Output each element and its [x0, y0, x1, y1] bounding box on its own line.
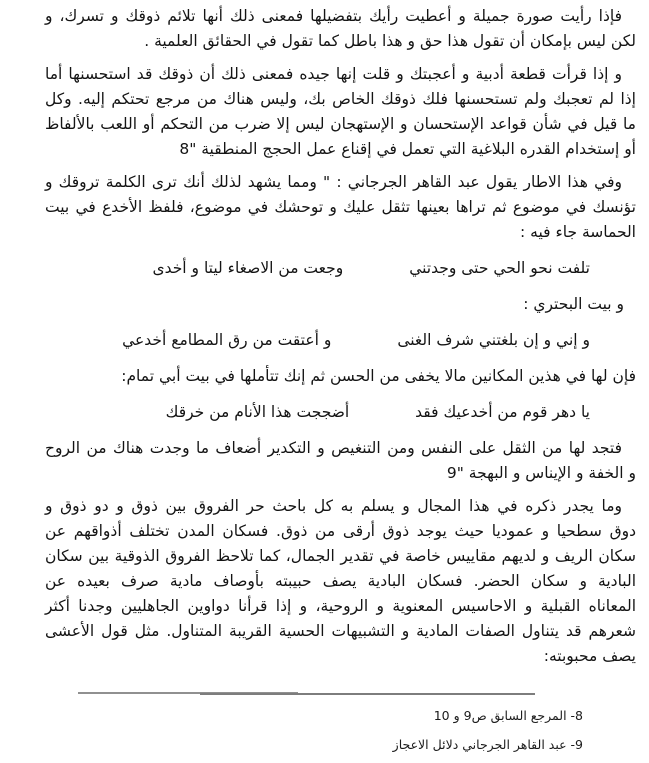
footnote: 8- المرجع السابق ص9 و 10 [433, 708, 583, 723]
verse-line [45, 328, 636, 353]
text-line: فتجد لها من الثقل على النفس ومن التنغيص و التكدير أضعاف ما وجدت هناك من الروح [45, 439, 622, 457]
paragraph [45, 170, 636, 245]
verse-hemistich-right: تلفت نحو الحي حتى وجدتني [409, 259, 590, 277]
footnotes [393, 701, 583, 759]
text-line: وفي هذا الاطار يقول عبد القاهر الجرجاني : " ومما يشهد لذلك أنك ترى الكلمة تروقك و [45, 173, 622, 191]
text-line: وما يجدر ذكره في هذا المجال و يسلم به كل باحث حر الفروق بين ذوق و دو ذوق و [45, 497, 622, 515]
verse-hemistich-left: أضججت هذا الأنام من خرقك [165, 403, 350, 421]
footnote-separator-line [200, 693, 535, 695]
paragraph [45, 494, 636, 669]
paragraph [45, 436, 636, 486]
text-line: يصف محبوبته: [543, 647, 636, 665]
verse-hemistich-right: و إني و إن بلغتني شرف الغنى [397, 331, 590, 349]
paragraph [45, 62, 636, 162]
verse-hemistich-left: وجعت من الاصغاء ليتا و أخدى [152, 259, 344, 277]
text-line: شعرهم قد يتناول الصفات المادية و التشبيهات الحسية القريبة المتناول. مثل قول الأعشى [45, 622, 636, 640]
text-line: تؤنسك في موضوع ثم تراها بعينها تثقل عليك و توحشك في موضوع، فلفظ الأخدع في بيت [45, 198, 636, 216]
verse-hemistich-left: و أعتقت من رق المطامع أخدعي [122, 331, 332, 349]
text-line: سكان الريف و لديهم مقاييس خاصة في تقدير الجمال، كما تلاحظ الفروق الذوقية بين سكان [45, 547, 636, 565]
text-line: و بيت البحتري : [523, 295, 624, 313]
text-line: دوق سطحيا و عموديا حيث يوجد ذوق أرقى من ذوق. فسكان المدن تختلف أذواقهم عن [45, 522, 636, 540]
verse-line [45, 400, 636, 425]
verse-line [45, 256, 636, 281]
text-line: إذا لم تعجبك ولم تستحسنها فلك ذوقك الخاص بك، وليس هناك من مرجع تحتكم إليه. وكل [45, 90, 636, 108]
text-line: البادية و سكان الحضر. فسكان البادية يصف حبيبته بأوصاف مادية صرف بعيده عن [45, 572, 636, 590]
text-line: أو إستخدام القدره البلاغية التي تعمل في إقناع عمل الحجج المنطقية "8 [179, 140, 636, 158]
text-line: الحماسة جاء فيه : [519, 223, 636, 241]
text-line: المعاناه القبلية و الاحاسيس المعنوية و الروحية، و إذا قرأنا دواوين الجاهليين وجدنا أكثر [45, 597, 636, 615]
text-line: لكن ليس بإمكان أن تقول هذا حق و هذا باطل كما تقول في الحقائق العلمية . [144, 32, 636, 50]
paragraph [45, 4, 636, 54]
verse-hemistich-right: يا دهر قوم من أخدعيك فقد [415, 403, 590, 421]
text-line: فإن لها في هذين المكانين مالا يخفى من الحسن ثم إنك تتأملها في بيت أبي تمام: [121, 367, 636, 385]
text-line: و الخفة و الإيناس و البهجة "9 [446, 464, 636, 482]
footnote: 9- عبد القاهر الجرجاني دلائل الاعجاز [392, 737, 583, 752]
text-line: فإذا رأيت صورة جميلة و أعطيت رأيك بتفضيلها فمعنى ذلك أنها تلائم ذوقك و تسرك، و [45, 7, 622, 25]
text-line: و إذا قرأت قطعة أدبية و أعجبتك و قلت إنها جيده فمعنى ذلك أن ذوقك قد استحسنها أما [45, 65, 622, 83]
text-line: ما قيل في شأن قواعد الإستحسان و الإستهجان ليس إلا ضرب من التحكم أو اللعب بالألفاظ [45, 115, 636, 133]
